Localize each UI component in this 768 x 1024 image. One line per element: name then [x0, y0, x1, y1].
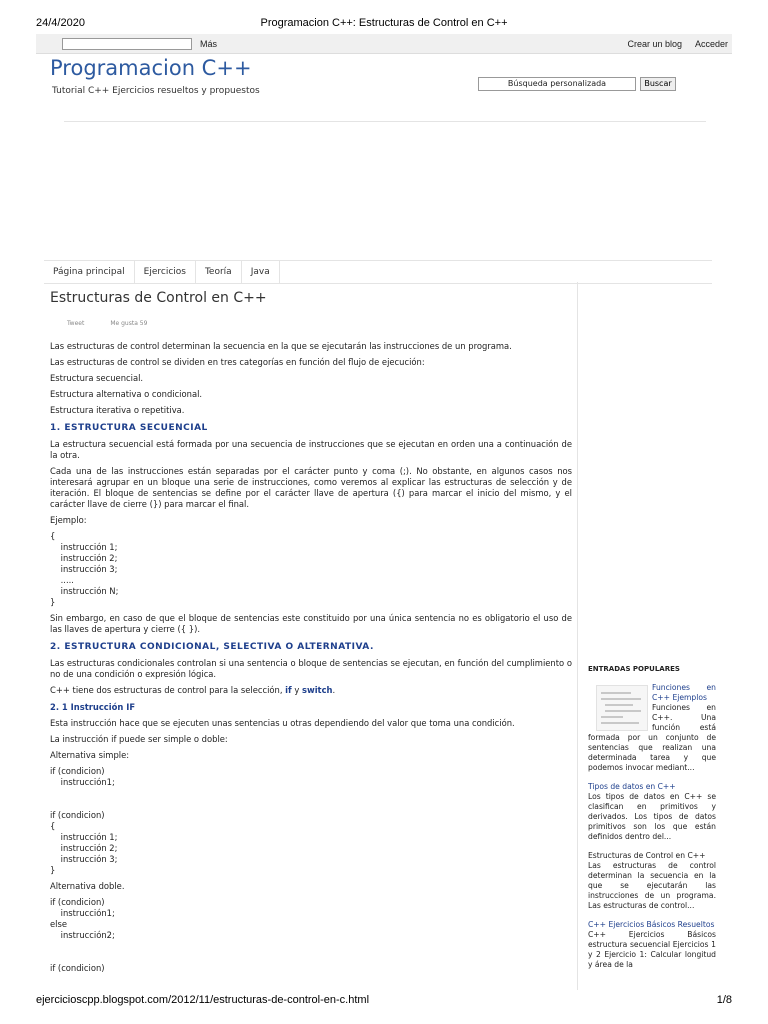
custom-search-input[interactable]: Búsqueda personalizada: [478, 77, 636, 91]
paragraph: La instrucción if puede ser simple o doble:: [50, 734, 228, 744]
paragraph: La estructura secuencial está formada por una secuencia de instrucciones que se ejecutan en orden una a continuación de la otra.: [50, 439, 572, 460]
list-item: Estructura secuencial.: [50, 373, 144, 383]
column-divider: [577, 282, 578, 990]
code-block: if (condicion) instrucción1; else instrucción2; if (condicion): [50, 897, 115, 973]
print-date: 24/4/2020: [36, 17, 85, 29]
text-span: y: [291, 685, 302, 695]
popular-post-item: [588, 851, 716, 911]
paragraph: Alternativa doble.: [50, 881, 125, 891]
paragraph: Las estructuras de control se dividen en tres categorías en función del flujo de ejecución:: [50, 357, 425, 367]
create-blog-link[interactable]: Crear un blog: [627, 39, 682, 49]
navbar-more-link[interactable]: Más: [200, 39, 218, 49]
list-item: Estructura iterativa o repetitiva.: [50, 405, 185, 415]
popular-post-item: [588, 920, 716, 970]
like-button[interactable]: Me gusta 59: [110, 320, 148, 327]
post-thumbnail[interactable]: [596, 685, 648, 731]
popular-post-title[interactable]: Funciones en C++ Ejemplos: [652, 683, 716, 702]
post-title: Estructuras de Control en C++: [50, 290, 267, 306]
search-button[interactable]: Buscar: [640, 77, 676, 91]
share-bar: [67, 318, 572, 329]
text-span: .: [332, 685, 336, 695]
post-body: [50, 288, 572, 974]
popular-post-item: [588, 683, 716, 773]
paragraph: Esta instrucción hace que se ejecuten unas sentencias u otras dependiendo del valor que toma una condición.: [50, 718, 515, 728]
page-tabs: [44, 260, 712, 284]
code-block: { instrucción 1; instrucción 2; instrucción 3; ..... instrucción N; }: [50, 531, 119, 607]
popular-post-title[interactable]: Tipos de datos en C++: [588, 782, 676, 791]
popular-post-title[interactable]: Estructuras de Control en C++: [588, 851, 706, 860]
popular-posts: [588, 664, 716, 970]
heading-condicional: 2. ESTRUCTURA CONDICIONAL, SELECTIVA O ALTERNATIVA.: [50, 642, 374, 652]
header-divider: [64, 121, 706, 122]
keyword-switch: switch: [301, 685, 333, 695]
paragraph: Las estructuras condicionales controlan si una sentencia o bloque de sentencias se ejecutan, en función del cumplimiento o no de una condición o expresión lógica.: [50, 658, 572, 679]
heading-if: 2. 1 Instrucción IF: [50, 702, 136, 712]
popular-post-item: [588, 782, 716, 842]
tab-java[interactable]: Java: [242, 261, 280, 283]
tab-home[interactable]: Página principal: [44, 261, 135, 283]
code-block: if (condicion) instrucción1; if (condicion) { instrucción 1; instrucción 2; instrucción 3; }: [50, 766, 118, 875]
paragraph: Cada una de las instrucciones están separadas por el carácter punto y coma (;). No obstante, en algunos casos nos interesará agrupar en un bloque una serie de instrucciones, como veremos al explicar las estructuras de selección y de iteración. El bloque de sentencias se define por el carácter llave de apertura ({) para marcar el inicio del mismo, y el carácter llave de cierre (}) para marcar el final.: [50, 466, 572, 509]
paragraph: Alternativa simple:: [50, 750, 130, 760]
paragraph: Las estructuras de control determinan la secuencia en la que se ejecutarán las instrucciones de un programa.: [50, 341, 512, 351]
keyword-if: if: [285, 685, 292, 695]
login-link[interactable]: Acceder: [694, 39, 728, 49]
blog-description: Tutorial C++ Ejercicios resueltos y propuestos: [52, 86, 260, 96]
popular-post-snippet: C++ Ejercicios Básicos estructura secuencial Ejercicios 1 y 2 Ejercicio 1: Calcular longitud y área de la: [588, 930, 716, 969]
text-span: C++ tiene dos estructuras de control para la selección,: [50, 685, 286, 695]
paragraph: Sin embargo, en caso de que el bloque de sentencias este constituido por una única sentencia no es obligatorio el uso de las llaves de apertura y cierre ({ }).: [50, 613, 572, 634]
tab-exercises[interactable]: Ejercicios: [135, 261, 196, 283]
print-url: ejercicioscpp.blogspot.com/2012/11/estructuras-de-control-en-c.html: [36, 994, 370, 1006]
blogger-navbar: [36, 34, 732, 54]
page-number: 1/8: [716, 994, 732, 1006]
popular-post-snippet: Las estructuras de control determinan la secuencia en la que se ejecutarán las instrucciones de un programa. Las estructuras de control...: [588, 861, 716, 910]
paragraph: Ejemplo:: [50, 515, 87, 525]
tab-theory[interactable]: Teoría: [196, 261, 242, 283]
blog-title[interactable]: Programacion C++: [50, 56, 252, 80]
list-item: Estructura alternativa o condicional.: [50, 389, 203, 399]
heading-secuencial: 1. ESTRUCTURA SECUENCIAL: [50, 423, 208, 433]
navbar-search-input[interactable]: [62, 38, 192, 50]
popular-posts-heading: ENTRADAS POPULARES: [588, 665, 680, 673]
tweet-button[interactable]: Tweet: [67, 320, 85, 327]
popular-post-title[interactable]: C++ Ejercicios Básicos Resueltos: [588, 920, 715, 929]
print-header: [0, 0, 768, 34]
paragraph: [50, 685, 572, 696]
popular-post-snippet: Los tipos de datos en C++ se clasifican en primitivos y derivados. Los tipos de datos primitivos son los que están definidos dentro del...: [588, 792, 716, 841]
print-title: Programacion C++: Estructuras de Control en C++: [260, 17, 508, 29]
popular-post-snippet: Funciones en C++. Una función está formada por un conjunto de sentencias que realizan una determinada tarea y que podemos invocar mediant...: [588, 703, 716, 772]
